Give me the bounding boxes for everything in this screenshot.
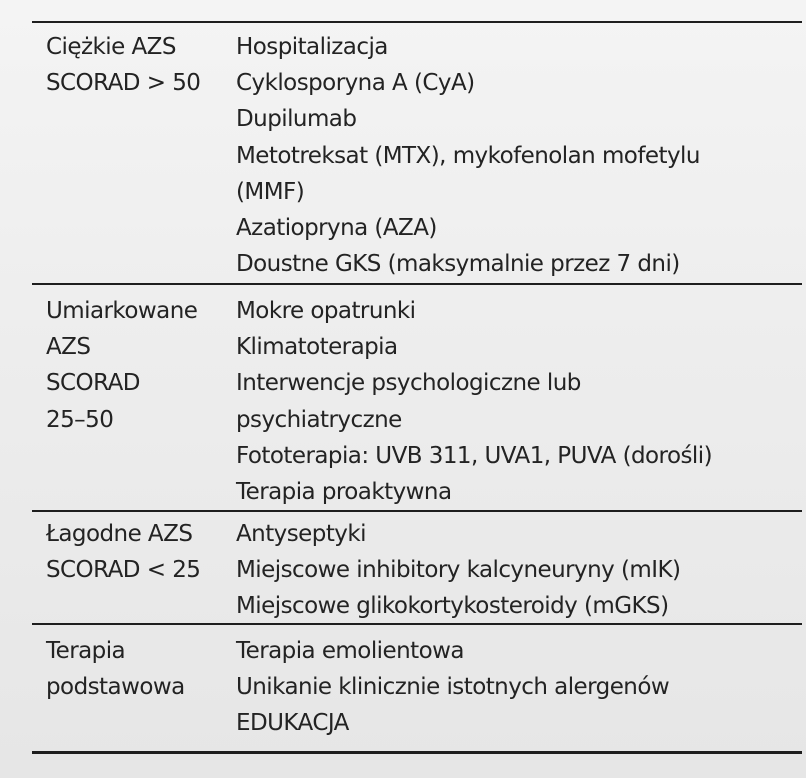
- severity-line: Terapia: [46, 638, 126, 664]
- treatment-line: Doustne GKS (maksymalnie przez 7 dni): [236, 251, 680, 278]
- treatment-line: Hospitalizacja: [236, 34, 388, 60]
- severity-line: SCORAD: [46, 370, 140, 397]
- treatment-line: EDUKACJA: [236, 710, 349, 737]
- treatment-line: Cyklosporyna A (CyA): [236, 70, 475, 97]
- treatment-line: Miejscowe inhibitory kalcyneuryny (mIK): [236, 557, 681, 584]
- therapy-table: [32, 21, 802, 754]
- severity-line: SCORAD > 50: [46, 70, 201, 97]
- severity-line: podstawowa: [46, 674, 185, 701]
- treatment-cell: [236, 29, 802, 282]
- severity-line: Umiarkowane: [46, 298, 198, 324]
- severity-line: SCORAD < 25: [46, 557, 201, 584]
- table-row-mild: [32, 512, 802, 623]
- treatment-line: Fototerapia: UVB 311, UVA1, PUVA (dorośli): [236, 442, 713, 469]
- treatment-line: Unikanie klinicznie istotnych alergenów: [236, 674, 670, 701]
- treatment-line: Metotreksat (MTX), mykofenolan mofetylu: [236, 142, 700, 169]
- treatment-line: Interwencje psychologiczne lub: [236, 370, 581, 397]
- treatment-cell: [236, 516, 802, 625]
- treatment-line: Mokre opatrunki: [236, 298, 416, 324]
- treatment-cell: [236, 633, 802, 742]
- severity-cell: [32, 293, 236, 438]
- treatment-line: Azatiopryna (AZA): [236, 215, 437, 242]
- severity-cell: [32, 516, 236, 588]
- treatment-line: Dupilumab: [236, 106, 357, 133]
- treatment-line: psychiatryczne: [236, 406, 402, 433]
- table-row-severe: [32, 23, 802, 283]
- treatment-line: Antyseptyki: [236, 521, 366, 547]
- treatment-cell: [236, 293, 802, 510]
- table-rule-bottom: [32, 751, 802, 754]
- severity-cell: [32, 633, 236, 705]
- severity-line: Łagodne AZS: [46, 521, 193, 547]
- treatment-line: Miejscowe glikokortykosteroidy (mGKS): [236, 593, 669, 620]
- treatment-line: Klimatoterapia: [236, 334, 398, 361]
- severity-line: AZS: [46, 334, 91, 361]
- severity-cell: [32, 29, 236, 101]
- table-row-basic: [32, 625, 802, 751]
- treatment-line: Terapia emolientowa: [236, 638, 464, 664]
- severity-line: Ciężkie AZS: [46, 34, 176, 60]
- table-row-moderate: [32, 285, 802, 510]
- treatment-line: Terapia proaktywna: [236, 479, 452, 506]
- treatment-line: (MMF): [236, 178, 305, 205]
- severity-line: 25–50: [46, 406, 114, 433]
